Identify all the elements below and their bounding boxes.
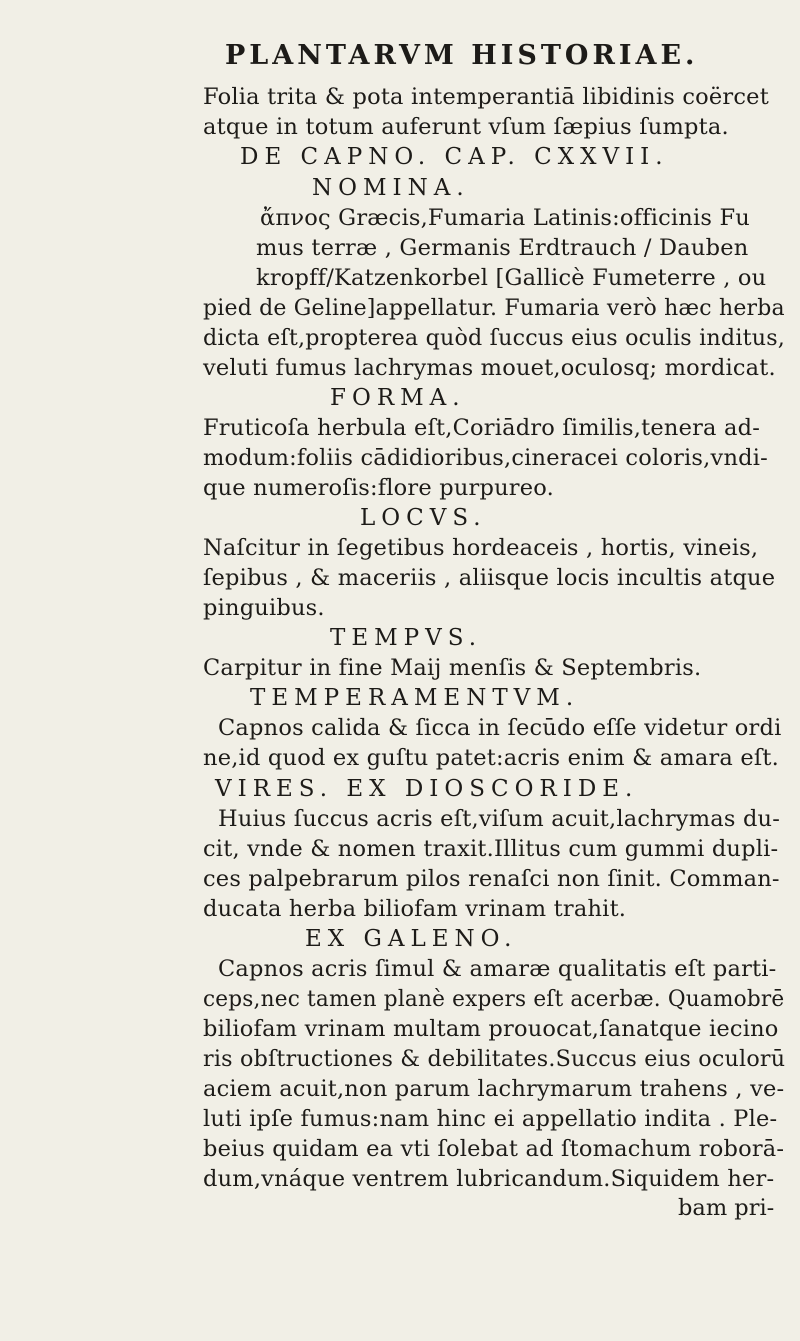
text-line: veluti fumus lachrymas mouet,oculosq; mordicat. — [203, 355, 776, 381]
text-line: ces palpebrarum pilos renaſci non ſinit. Comman- — [203, 866, 780, 892]
text-line: ſepibus , & maceriis , aliisque locis incultis atque — [203, 565, 776, 591]
text-line: cit, vnde & nomen traxit.Illitus cum gummi dupli- — [203, 836, 779, 862]
text-line: ne,id quod ex guſtu patet:acris enim & amara eſt. — [203, 745, 780, 771]
section-heading: EX GALENO. — [305, 926, 518, 952]
catchword: bam pri- — [678, 1195, 775, 1221]
text-line: atque in totum auferunt vſum ſæpius ſumpta. — [203, 114, 729, 140]
text-line: que numeroſis:flore purpureo. — [203, 475, 554, 501]
text-line: ris obſtructiones & debilitates.Succus eius oculorū — [203, 1046, 786, 1072]
section-heading: FORMA. — [330, 385, 466, 411]
text-line: dicta eſt,propterea quòd ſuccus eius oculis inditus, — [203, 325, 786, 351]
text-line: Huius ſuccus acris eſt,viſum acuit,lachrymas du- — [218, 806, 781, 832]
section-heading: VIRES. EX DIOSCORIDE. — [215, 776, 639, 802]
text-line: luti ipſe fumus:nam hinc ei appellatio indita . Ple- — [203, 1106, 778, 1132]
text-line: Capnos calida & ſicca in ſecūdo eſſe videtur ordi — [218, 715, 782, 741]
text-line: kropff/Katzenkorbel [Gallicè Fumeterre , ou — [256, 265, 767, 291]
text-line: ἄπνος Græcis,Fumaria Latinis:officinis Fu — [260, 205, 750, 231]
text-line: pinguibus. — [203, 595, 325, 621]
text-line: dum,vnáque ventrem lubricandum.Siquidem her- — [203, 1166, 775, 1192]
text-line: beius quidam ea vti ſolebat ad ſtomachum roborā- — [203, 1136, 785, 1162]
text-line: biliofam vrinam multam prouocat,ſanatque iecino — [203, 1016, 779, 1042]
text-line: Folia trita & pota intemperantiā libidinis coërcet — [203, 84, 769, 110]
section-heading: NOMINA. — [312, 175, 470, 201]
text-line: modum:foliis cādidioribus,cineracei coloris,vndi- — [203, 445, 768, 471]
text-line: Capnos acris ſimul & amaræ qualitatis eſt parti- — [218, 956, 777, 982]
text-line: ducata herba biliofam vrinam trahit. — [203, 896, 627, 922]
text-line: pied de Geline]appellatur. Fumaria verò hæc herba — [203, 295, 785, 321]
text-line: ceps,nec tamen planè expers eſt acerbæ. Quamobrē — [203, 986, 785, 1012]
text-line: aciem acuit,non parum lachrymarum trahens , ve- — [203, 1076, 785, 1102]
section-heading: TEMPERAMENTVM. — [250, 685, 580, 711]
section-heading: TEMPVS. — [330, 625, 483, 651]
running-head: PLANTARVM HISTORIAE. — [225, 40, 699, 71]
text-line: Naſcitur in ſegetibus hordeaceis , hortis, vineis, — [203, 535, 759, 561]
text-line: Carpitur in fine Maij menſis & Septembris. — [203, 655, 702, 681]
text-line: Fruticoſa herbula eſt,Coriādro ſimilis,tenera ad- — [203, 415, 761, 441]
chapter-heading: DE CAPNO. CAP. CXXVII. — [240, 144, 669, 170]
text-line: mus terræ , Germanis Erdtrauch / Dauben — [256, 235, 749, 261]
section-heading: LOCVS. — [360, 505, 487, 531]
